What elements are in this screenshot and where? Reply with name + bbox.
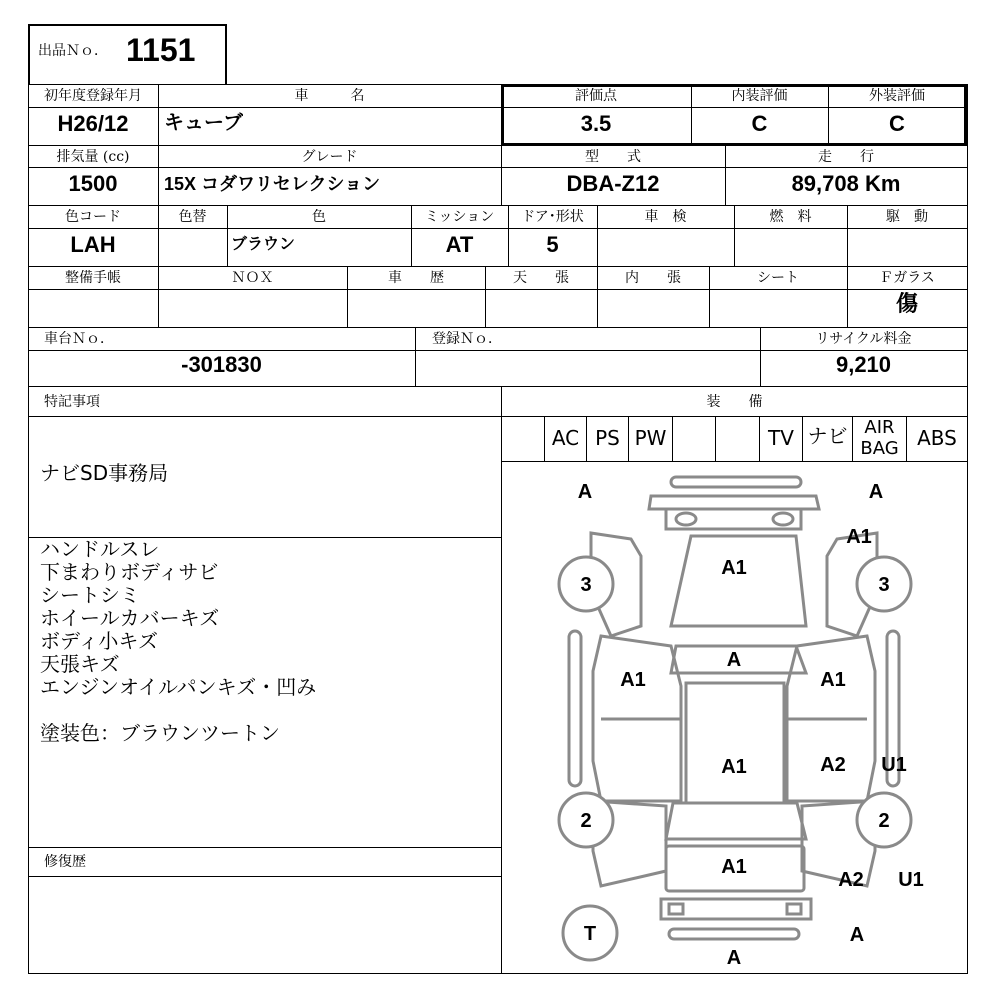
damage-left-front-door: A1 — [620, 669, 646, 691]
exterior-grade-value: C — [889, 111, 905, 136]
damage-right-rear-quarter: A2 — [838, 869, 864, 891]
displacement-value: 1500 — [68, 171, 118, 196]
equipment-ps: PS — [595, 426, 620, 450]
note-line: シートシミ — [40, 583, 140, 607]
damage-front-right-fender: A1 — [846, 526, 872, 548]
note-line: 塗装色：ブラウンツートン — [40, 721, 280, 745]
tire-front-left-value: 3 — [580, 574, 592, 596]
damage-windshield: A — [726, 649, 742, 671]
damage-rear-right: A — [849, 924, 865, 946]
vehicle-history-label: 車 歴 — [388, 270, 444, 286]
equipment-airbag: AIR BAG — [860, 417, 899, 459]
lot-number-value: 1151 — [126, 32, 196, 68]
drive-label: 駆 動 — [886, 209, 928, 225]
equipment-tv: TV — [768, 426, 794, 450]
chassis-number-label: 車台Ｎｏ． — [44, 331, 114, 347]
equipment-label: 装 備 — [706, 394, 763, 410]
damage-hood: A1 — [721, 557, 747, 579]
interior-grade-label: 内装評価 — [731, 88, 788, 104]
damage-right-rear-door-u: U1 — [881, 754, 907, 776]
nox-label: ＮＯＸ — [231, 270, 274, 286]
score-label: 評価点 — [575, 88, 617, 104]
vehicle-damage-diagram — [501, 461, 967, 973]
service-book-label: 整備手帳 — [65, 270, 121, 286]
notes-list — [40, 538, 495, 745]
damage-rear-hatch: A1 — [721, 856, 747, 878]
car-name-label: 車 名 — [294, 88, 365, 104]
note-line — [40, 699, 495, 722]
grade-label: グレード — [301, 149, 358, 165]
damage-right-rear-door: A2 — [820, 754, 846, 776]
damage-rear-bumper: A — [726, 947, 742, 969]
reg-year-value: H26/12 — [57, 111, 129, 136]
color-code-label: 色コード — [65, 209, 121, 225]
score-value: 3.5 — [580, 111, 612, 136]
color-change-label: 色替 — [178, 209, 207, 225]
seat-label: シート — [757, 270, 799, 286]
repair-history-label: 修復歴 — [44, 854, 86, 870]
tire-rear-right-value: 2 — [878, 810, 890, 832]
color-label: 色 — [312, 209, 326, 225]
inspection-label: 車 検 — [644, 209, 687, 225]
equipment-navi: ナビ — [807, 424, 848, 448]
chassis-number-value: -301830 — [181, 352, 262, 377]
color-code-value: LAH — [70, 232, 116, 257]
equipment-pw: PW — [634, 426, 667, 450]
exterior-grade-label: 外装評価 — [869, 88, 925, 104]
damage-right-rear-quarter-u: U1 — [898, 869, 924, 891]
recycle-fee-value: 9,210 — [835, 352, 892, 377]
tire-rear-left-value: 2 — [580, 810, 592, 832]
note-line: ハンドルスレ — [40, 537, 160, 561]
notes-top: ナビSD事務局 — [40, 461, 169, 485]
interior-trim-label: 内 張 — [625, 270, 681, 286]
note-line: 下まわりボディサビ — [40, 560, 219, 584]
model-code-label: 型 式 — [585, 149, 641, 165]
model-code-value: DBA-Z12 — [566, 171, 660, 196]
interior-grade-value: C — [751, 111, 768, 136]
color-value: ブラウン — [231, 236, 296, 253]
transmission-value: AT — [445, 232, 474, 257]
note-line: エンジンオイルパンキズ・凹み — [40, 675, 317, 699]
mileage-label: 走 行 — [818, 149, 874, 165]
headliner-label: 天 張 — [513, 270, 569, 286]
recycle-fee-label: リサイクル料金 — [815, 331, 912, 347]
registration-number-label: 登録Ｎｏ． — [432, 331, 502, 347]
displacement-label: 排気量 (cc) — [56, 149, 130, 165]
grade-value: 15X コダワリセレクション — [164, 174, 381, 194]
damage-front-left-corner: A — [577, 481, 593, 503]
spare-tire-value: T — [583, 923, 597, 945]
note-line: 天張キズ — [40, 652, 120, 676]
fuel-label: 燃 料 — [769, 209, 812, 225]
lot-number-label: 出品Ｎｏ． — [38, 43, 108, 59]
damage-right-front-door: A1 — [820, 669, 846, 691]
tire-front-right-value: 3 — [878, 574, 890, 596]
transmission-label: ミッション — [424, 209, 495, 225]
equipment-row — [501, 416, 967, 461]
lot-number-box — [28, 24, 227, 84]
door-shape-label: ドア･形状 — [521, 209, 584, 225]
door-shape-value: 5 — [546, 232, 559, 257]
windshield-value: 傷 — [895, 292, 918, 317]
damage-front-right-corner: A — [868, 481, 884, 503]
car-name-value: キューブ — [164, 112, 243, 134]
note-line: ホイールカバーキズ — [40, 606, 220, 630]
damage-roof: A1 — [721, 756, 747, 778]
notes-label: 特記事項 — [44, 394, 100, 410]
note-line: ボディ小キズ — [40, 629, 158, 653]
reg-year-label: 初年度登録年月 — [44, 88, 142, 104]
equipment-ac: AC — [551, 426, 580, 450]
windshield-label: Ｆガラス — [879, 270, 935, 286]
equipment-abs: ABS — [917, 426, 957, 450]
mileage-value: 89,708 Km — [791, 171, 901, 196]
